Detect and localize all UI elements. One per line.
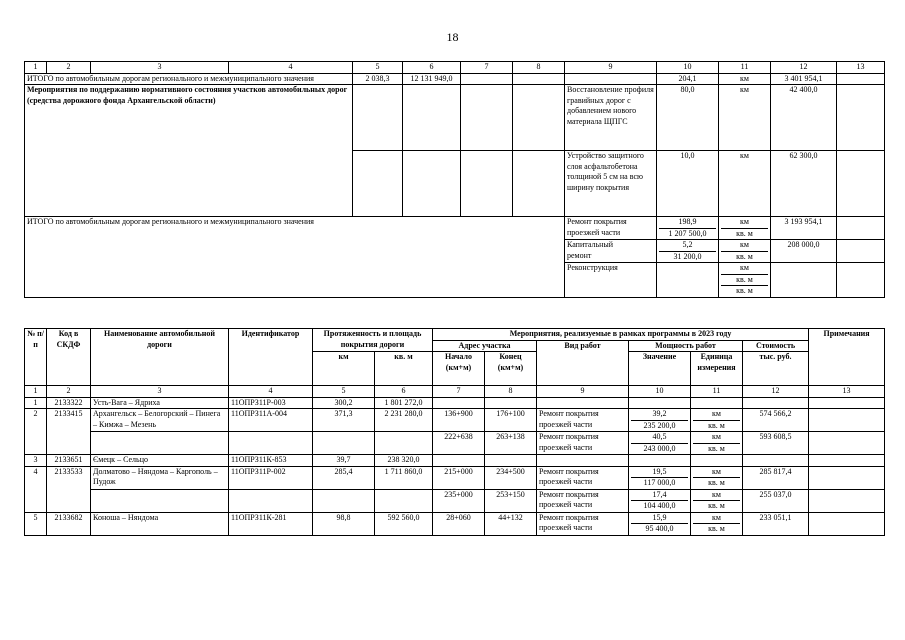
seg-work xyxy=(537,466,629,489)
table-row xyxy=(25,409,885,432)
row-road-name: Архангельск – Белогорский – Пинега – Кимжа – Мезень xyxy=(91,409,229,432)
row-km: 98,8 xyxy=(313,512,375,535)
seg-work xyxy=(537,512,629,535)
col-num: 2 xyxy=(47,386,91,398)
row-km: 300,2 xyxy=(313,397,375,409)
work-unit xyxy=(719,217,771,240)
value-km: 5,2 xyxy=(659,240,716,252)
seg-value xyxy=(629,512,691,535)
col-num: 7 xyxy=(461,62,513,74)
table-row xyxy=(25,455,885,467)
seg-end: 253+150 xyxy=(485,489,537,512)
header-start: Начало (км+м) xyxy=(433,352,485,386)
col-num: 12 xyxy=(771,62,837,74)
header-cost: Стоимость xyxy=(743,340,809,352)
row-sqm: 592 560,0 xyxy=(375,512,433,535)
unit-sqm: кв. м xyxy=(736,228,753,238)
row-num: 5 xyxy=(25,512,47,535)
value-sqm: 104 400,0 xyxy=(643,501,676,510)
work-value: 10,0 xyxy=(657,151,719,217)
value-sqm: 117 000,0 xyxy=(643,478,676,487)
table-row xyxy=(25,397,885,409)
unit-sqm: кв. м xyxy=(708,478,725,487)
unit-sqm: кв. м xyxy=(708,524,725,533)
value-km: 40,5 xyxy=(631,432,688,444)
unit-km: км xyxy=(721,263,768,275)
table-row xyxy=(25,466,885,489)
header-road-name: Наименование автомобильной дороги xyxy=(91,329,229,386)
grand-total-row xyxy=(25,217,885,240)
header-power: Мощность работ xyxy=(629,340,743,352)
work-cost: 208 000,0 xyxy=(771,240,837,263)
seg-value xyxy=(629,489,691,512)
row-id: 11ОПРЗ11А-004 xyxy=(229,409,313,432)
row-code: 2133533 xyxy=(47,466,91,512)
total-value: 204,1 xyxy=(657,73,719,85)
col-num: 3 xyxy=(91,62,229,74)
col-num: 4 xyxy=(229,62,353,74)
work-line: проезжей части xyxy=(567,227,621,237)
grand-total-label: ИТОГО по автомобильным дорогам регионального и межмуниципального значения xyxy=(25,217,565,298)
header-thr: тыс. руб. xyxy=(743,352,809,386)
seg-unit xyxy=(691,466,743,489)
total-km: 2 038,3 xyxy=(353,73,403,85)
work-line: Ремонт покрытия xyxy=(539,466,599,476)
header-row xyxy=(25,329,885,341)
work-line: проезжей части xyxy=(539,500,593,509)
row-sqm: 238 320,0 xyxy=(375,455,433,467)
seg-cost: 285 817,4 xyxy=(743,466,809,489)
value-km: 15,9 xyxy=(631,513,688,525)
continuation-table xyxy=(24,61,885,298)
header-value: Значение xyxy=(629,352,691,386)
row-sqm: 1 801 272,0 xyxy=(375,397,433,409)
row-id: 11ОПРЗ11К-853 xyxy=(229,455,313,467)
row-num: 1 xyxy=(25,397,47,409)
header-km: км xyxy=(313,352,375,386)
row-id: 11ОПРЗ11Р-003 xyxy=(229,397,313,409)
work-line: Ремонт покрытия xyxy=(539,512,599,522)
seg-cost: 233 051,1 xyxy=(743,512,809,535)
col-num: 10 xyxy=(629,386,691,398)
column-numbers-row xyxy=(25,62,885,74)
measures-row xyxy=(25,85,885,151)
col-num: 1 xyxy=(25,62,47,74)
header-length: Протяженность и площадь покрытия дороги xyxy=(313,329,433,352)
work-line: проезжей части xyxy=(539,419,593,429)
seg-unit xyxy=(691,409,743,432)
total-label: ИТОГО по автомобильным дорогам регионального и межмуниципального значения xyxy=(25,73,353,85)
seg-start: 222+638 xyxy=(433,432,485,455)
work-unit xyxy=(719,240,771,263)
header-code: Код в СКДФ xyxy=(47,329,91,386)
header-work: Вид работ xyxy=(537,340,629,386)
value-km: 19,5 xyxy=(631,467,688,479)
work-line: проезжей части xyxy=(539,477,593,486)
col-num: 5 xyxy=(353,62,403,74)
row-road-name: Долматово – Няндома – Каргополь – Пудож xyxy=(91,466,229,489)
col-num: 10 xyxy=(657,62,719,74)
col-num: 5 xyxy=(313,386,375,398)
col-num: 3 xyxy=(91,386,229,398)
row-km: 285,4 xyxy=(313,466,375,489)
unit-sqm: кв. м xyxy=(736,286,753,295)
col-num: 6 xyxy=(375,386,433,398)
col-num: 1 xyxy=(25,386,47,398)
value-sqm: 243 000,0 xyxy=(643,443,676,453)
unit-sqm: кв. м xyxy=(708,443,725,453)
unit-sqm: кв. м xyxy=(736,251,753,261)
seg-value xyxy=(629,432,691,455)
work-value xyxy=(657,240,719,263)
seg-cost: 574 566,2 xyxy=(743,409,809,432)
col-num: 7 xyxy=(433,386,485,398)
table-row xyxy=(25,489,885,512)
unit-km: км xyxy=(693,409,740,421)
row-num: 4 xyxy=(25,466,47,512)
seg-start: 28+060 xyxy=(433,512,485,535)
total-area: 12 131 949,0 xyxy=(403,73,461,85)
unit-km: км xyxy=(721,217,768,229)
value-km: 198,9 xyxy=(659,217,716,229)
column-numbers-row xyxy=(25,386,885,398)
col-num: 9 xyxy=(565,62,657,74)
measures-label: Мероприятия по поддержанию нормативного состояния участков автомобильных дорог (средства дорожного фонда Архангельской области) xyxy=(25,85,353,217)
row-road-name: Коноша – Няндома xyxy=(91,512,229,535)
seg-unit xyxy=(691,489,743,512)
total-cost: 3 401 954,1 xyxy=(771,73,837,85)
col-num: 11 xyxy=(719,62,771,74)
seg-cost: 255 037,0 xyxy=(743,489,809,512)
row-km: 39,7 xyxy=(313,455,375,467)
unit-sqm: кв. м xyxy=(721,275,768,287)
header-end: Конец (км+м) xyxy=(485,352,537,386)
unit-km: км xyxy=(721,240,768,252)
col-num: 4 xyxy=(229,386,313,398)
unit-km: км xyxy=(693,490,740,502)
work-type xyxy=(565,240,657,263)
header-sqm: кв. м xyxy=(375,352,433,386)
table-row xyxy=(25,512,885,535)
row-id: 11ОПРЗ11Р-002 xyxy=(229,466,313,489)
header-measures: Мероприятия, реализуемые в рамках программы в 2023 году xyxy=(433,329,809,341)
col-num: 13 xyxy=(837,62,885,74)
row-num: 3 xyxy=(25,455,47,467)
unit-km: км xyxy=(693,467,740,479)
seg-start: 136+900 xyxy=(433,409,485,432)
seg-unit xyxy=(691,432,743,455)
value-km: 39,2 xyxy=(631,409,688,421)
col-num: 9 xyxy=(537,386,629,398)
col-num: 8 xyxy=(485,386,537,398)
value-sqm: 1 207 500,0 xyxy=(668,228,707,238)
col-num: 2 xyxy=(47,62,91,74)
row-code: 2133322 xyxy=(47,397,91,409)
seg-work xyxy=(537,489,629,512)
value-sqm: 95 400,0 xyxy=(645,524,674,533)
col-num: 12 xyxy=(743,386,809,398)
unit-km: км xyxy=(693,432,740,444)
row-code: 2133651 xyxy=(47,455,91,467)
seg-value xyxy=(629,466,691,489)
seg-unit xyxy=(691,512,743,535)
work-line: проезжей части xyxy=(539,523,593,532)
row-road-name: Усть-Вага – Ядриха xyxy=(91,397,229,409)
seg-start: 215+000 xyxy=(433,466,485,489)
seg-end: 176+100 xyxy=(485,409,537,432)
work-line: Ремонт покрытия xyxy=(539,432,599,441)
work-line: ремонт xyxy=(567,250,592,260)
header-id: Идентификатор xyxy=(229,329,313,386)
unit-km: км xyxy=(693,513,740,525)
work-line: Ремонт покрытия xyxy=(567,217,627,226)
seg-end: 44+132 xyxy=(485,512,537,535)
row-sqm: 1 711 860,0 xyxy=(375,466,433,489)
page-number: 18 xyxy=(446,30,459,44)
header-notes: Примечания xyxy=(809,329,885,386)
value-sqm: 31 200,0 xyxy=(673,251,702,261)
work-type xyxy=(565,217,657,240)
row-code: 2133415 xyxy=(47,409,91,455)
work-value: 80,0 xyxy=(657,85,719,151)
col-num: 8 xyxy=(513,62,565,74)
work-line: Капитальный xyxy=(567,240,614,249)
header-unit: Единица измерения xyxy=(691,352,743,386)
seg-start: 235+000 xyxy=(433,489,485,512)
seg-value xyxy=(629,409,691,432)
row-sqm: 2 231 280,0 xyxy=(375,409,433,432)
col-num: 6 xyxy=(403,62,461,74)
header-num: № п/п xyxy=(25,329,47,386)
col-num: 11 xyxy=(691,386,743,398)
value-sqm: 235 200,0 xyxy=(643,420,676,430)
work-value xyxy=(657,217,719,240)
work-cost: 3 193 954,1 xyxy=(771,217,837,240)
row-road-name: Ємецк – Сельцо xyxy=(91,455,229,467)
work-line: проезжей части xyxy=(539,442,593,452)
seg-end: 263+138 xyxy=(485,432,537,455)
col-num: 13 xyxy=(809,386,885,398)
work-line: Ремонт покрытия xyxy=(539,489,599,499)
header-address: Адрес участка xyxy=(433,340,537,352)
row-code: 2133682 xyxy=(47,512,91,535)
work-unit xyxy=(719,263,771,298)
work-unit: км xyxy=(719,85,771,151)
work-type: Устройство защитного слоя асфальтобетона толщиной 5 см на всю ширину покрытия xyxy=(565,151,657,217)
seg-cost: 593 608,5 xyxy=(743,432,809,455)
seg-work xyxy=(537,432,629,455)
work-cost: 62 300,0 xyxy=(771,151,837,217)
seg-work xyxy=(537,409,629,432)
value-km: 17,4 xyxy=(631,490,688,502)
work-unit: км xyxy=(719,151,771,217)
unit-sqm: кв. м xyxy=(708,501,725,510)
work-line: Ремонт покрытия xyxy=(539,409,599,418)
work-cost: 42 400,0 xyxy=(771,85,837,151)
row-id: 11ОПРЗ11К-281 xyxy=(229,512,313,535)
table-row xyxy=(25,432,885,455)
work-type: Реконструкция xyxy=(565,263,657,298)
total-row xyxy=(25,73,885,85)
unit-sqm: кв. м xyxy=(708,420,725,430)
work-type: Восстановление профиля гравийных дорог с добавлением нового материала ЩПГС xyxy=(565,85,657,151)
seg-end: 234+500 xyxy=(485,466,537,489)
row-num: 2 xyxy=(25,409,47,455)
roads-table xyxy=(24,328,885,536)
total-unit: км xyxy=(719,73,771,85)
row-km: 371,3 xyxy=(313,409,375,432)
